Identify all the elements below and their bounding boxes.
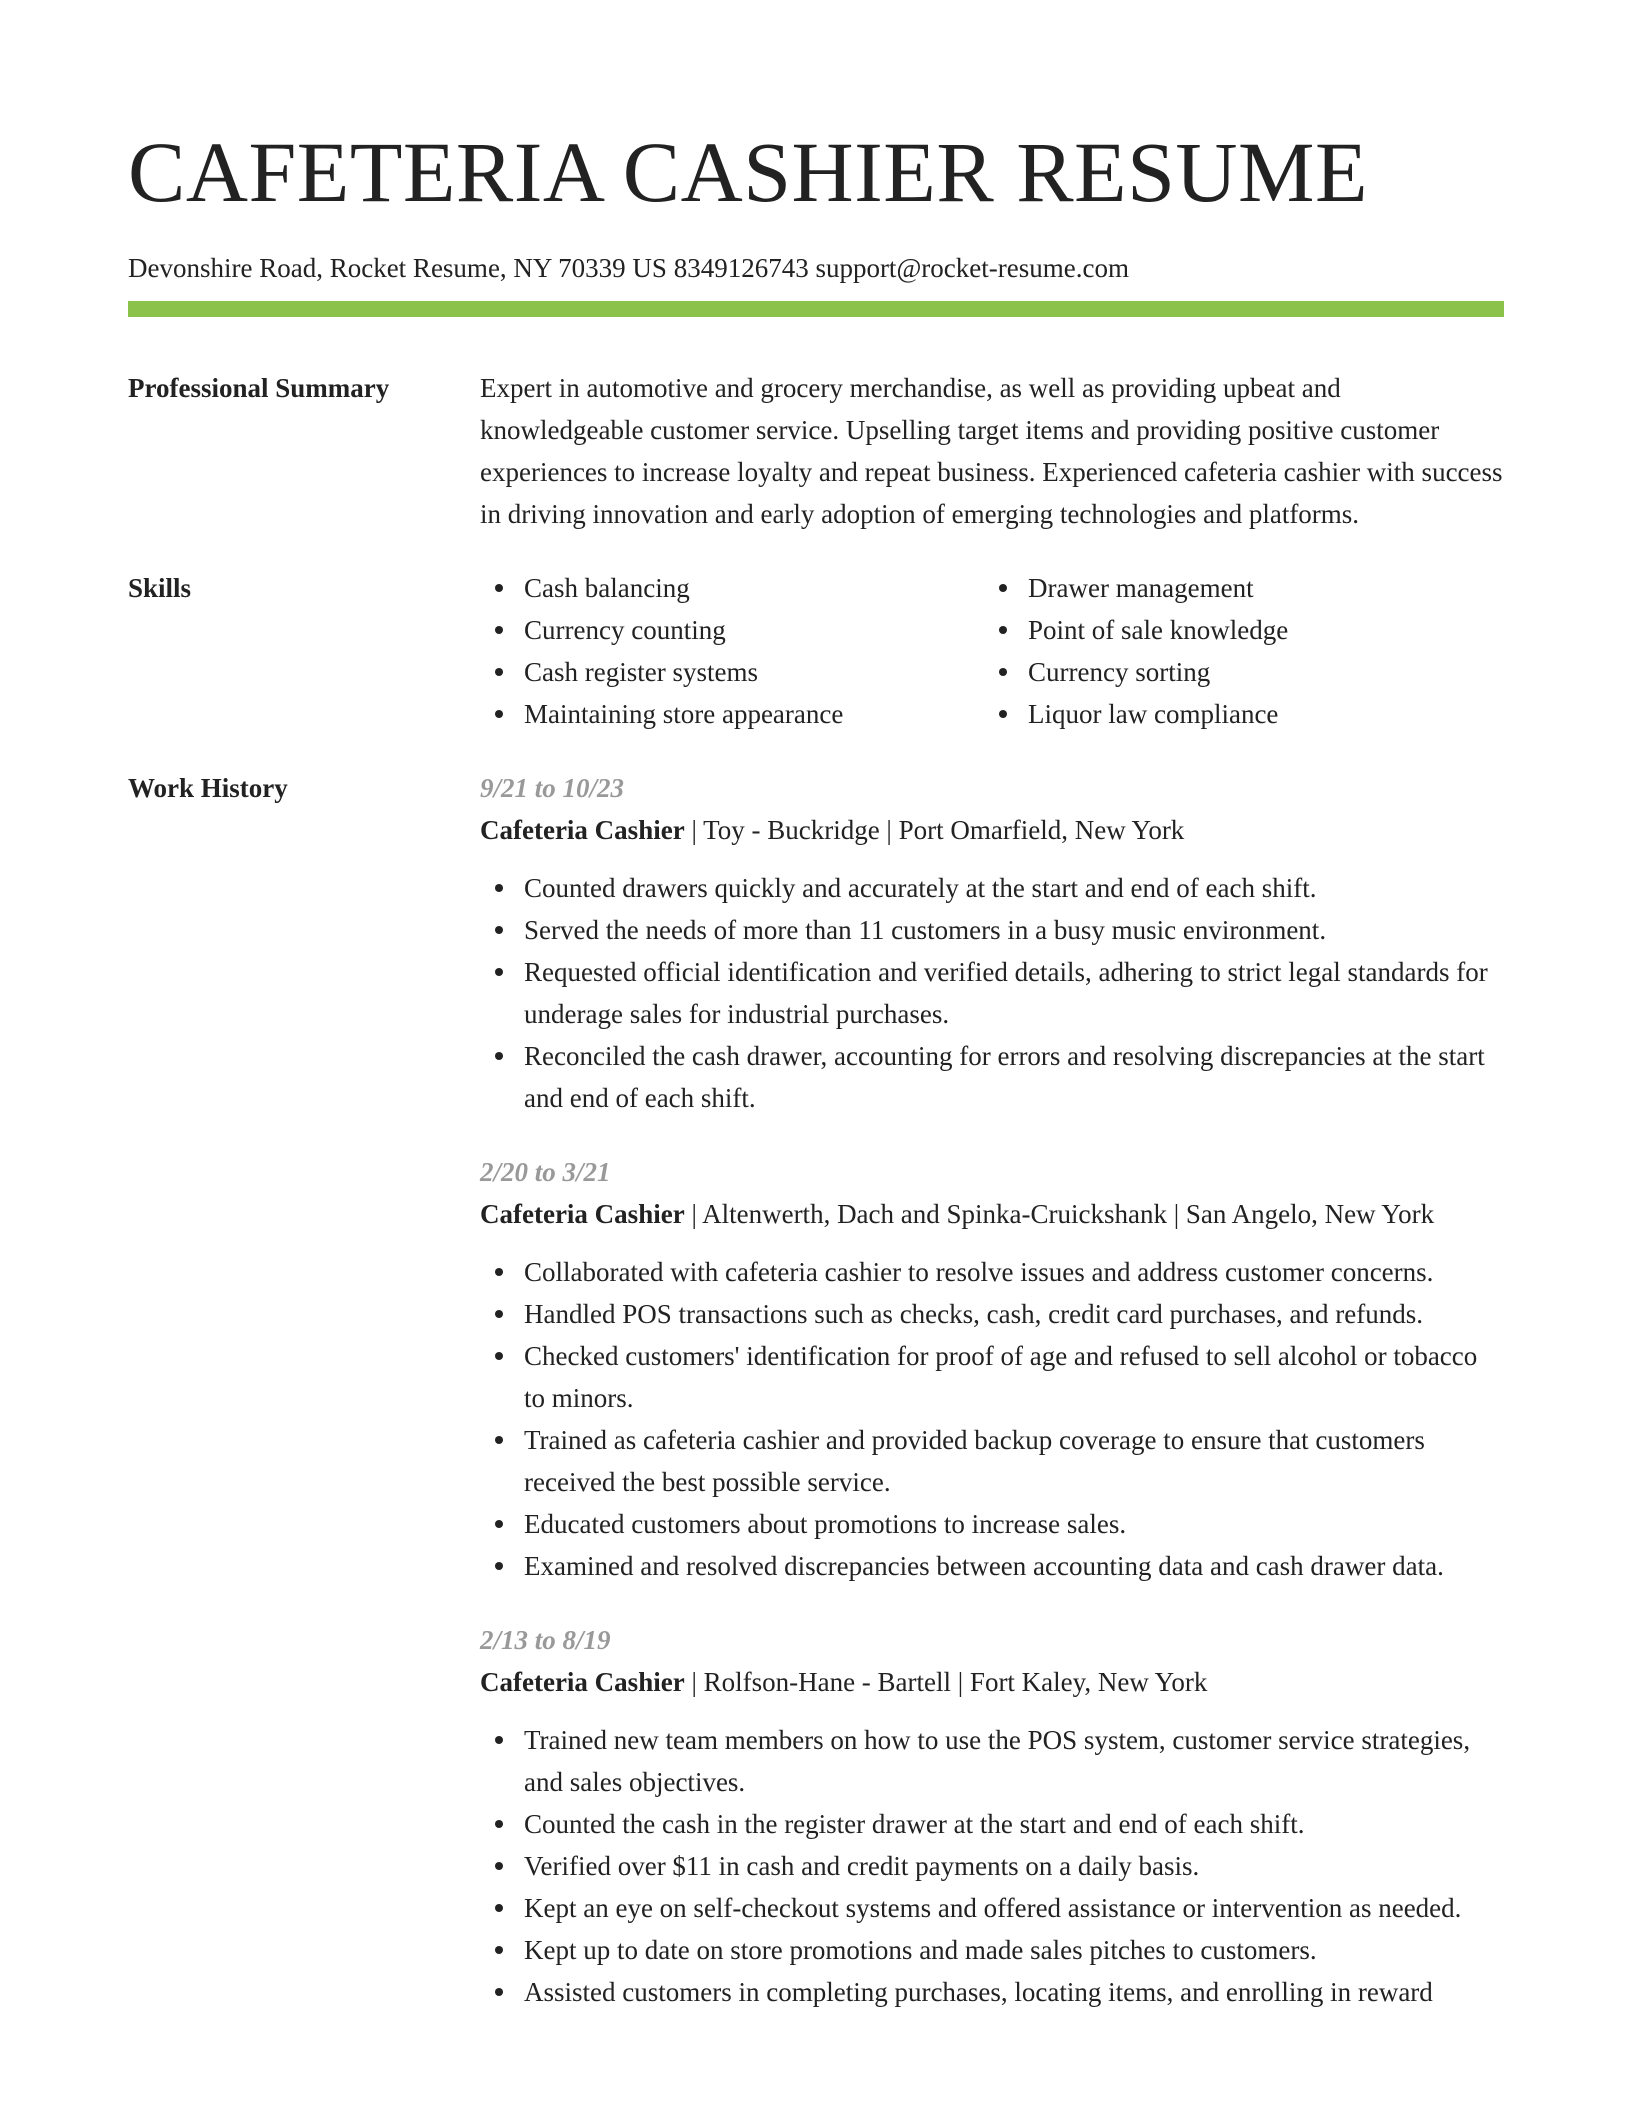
contact-phone: 8349126743 bbox=[673, 253, 809, 283]
job-bullet: Handled POS transactions such as checks, cash, credit card purchases, and refunds. bbox=[480, 1293, 1504, 1335]
job-employer-location: | Toy - Buckridge | Port Omarfield, New York bbox=[691, 815, 1185, 845]
section-label-summary: Professional Summary bbox=[128, 373, 390, 403]
section-work-history bbox=[128, 767, 1504, 2013]
job-dates: 9/21 to 10/23 bbox=[480, 773, 625, 803]
job-bullet: Assisted customers in completing purchases, locating items, and enrolling in reward bbox=[480, 1971, 1504, 2013]
job-entry bbox=[480, 1619, 1504, 2013]
job-heading bbox=[480, 1661, 1504, 1703]
contact-email: support@rocket-resume.com bbox=[815, 253, 1129, 283]
skill-item: Cash register systems bbox=[480, 651, 984, 693]
contact-address: Devonshire Road, Rocket Resume, NY 70339 US bbox=[128, 253, 667, 283]
job-entry bbox=[480, 1151, 1504, 1587]
skill-item: Maintaining store appearance bbox=[480, 693, 984, 735]
skill-item: Currency counting bbox=[480, 609, 984, 651]
skill-item: Currency sorting bbox=[984, 651, 1488, 693]
skill-item: Drawer management bbox=[984, 567, 1488, 609]
job-employer-location: | Rolfson-Hane - Bartell | Fort Kaley, New York bbox=[691, 1667, 1208, 1697]
job-bullets bbox=[480, 1719, 1504, 2013]
contact-line bbox=[128, 250, 1504, 286]
job-bullet: Counted the cash in the register drawer at the start and end of each shift. bbox=[480, 1803, 1504, 1845]
job-bullet: Reconciled the cash drawer, accounting for errors and resolving discrepancies at the start and end of each shift. bbox=[480, 1035, 1504, 1119]
skill-item: Cash balancing bbox=[480, 567, 984, 609]
job-bullet: Collaborated with cafeteria cashier to resolve issues and address customer concerns. bbox=[480, 1251, 1504, 1293]
job-bullet: Educated customers about promotions to increase sales. bbox=[480, 1503, 1504, 1545]
skill-item: Point of sale knowledge bbox=[984, 609, 1488, 651]
section-label-work-history: Work History bbox=[128, 773, 288, 803]
job-title: Cafeteria Cashier bbox=[480, 815, 685, 845]
job-dates: 2/20 to 3/21 bbox=[480, 1157, 611, 1187]
job-title: Cafeteria Cashier bbox=[480, 1199, 685, 1229]
job-bullet: Kept up to date on store promotions and made sales pitches to customers. bbox=[480, 1929, 1504, 1971]
resume-page bbox=[128, 124, 1504, 2013]
resume-title: CAFETERIA CASHIER RESUME bbox=[128, 124, 1369, 220]
job-bullet: Served the needs of more than 11 customers in a busy music environment. bbox=[480, 909, 1504, 951]
section-professional-summary bbox=[128, 367, 1504, 535]
job-employer-location: | Altenwerth, Dach and Spinka-Cruickshank | San Angelo, New York bbox=[691, 1199, 1435, 1229]
job-bullet: Kept an eye on self-checkout systems and offered assistance or intervention as needed. bbox=[480, 1887, 1504, 1929]
job-bullet: Verified over $11 in cash and credit payments on a daily basis. bbox=[480, 1845, 1504, 1887]
section-label-skills: Skills bbox=[128, 573, 192, 603]
job-dates: 2/13 to 8/19 bbox=[480, 1625, 611, 1655]
skills-list-left bbox=[480, 567, 984, 735]
job-bullet: Checked customers' identification for proof of age and refused to sell alcohol or tobacco to minors. bbox=[480, 1335, 1504, 1419]
job-bullets bbox=[480, 1251, 1504, 1587]
accent-divider bbox=[128, 301, 1504, 317]
job-heading bbox=[480, 1193, 1504, 1235]
job-title: Cafeteria Cashier bbox=[480, 1667, 685, 1697]
skills-columns bbox=[480, 567, 1504, 735]
job-bullet: Requested official identification and verified details, adhering to strict legal standards for underage sales for industrial purchases. bbox=[480, 951, 1504, 1035]
job-entry bbox=[480, 767, 1504, 1119]
job-bullet: Trained as cafeteria cashier and provided backup coverage to ensure that customers received the best possible service. bbox=[480, 1419, 1504, 1503]
job-heading bbox=[480, 809, 1504, 851]
skills-list-right bbox=[984, 567, 1488, 735]
job-bullet: Counted drawers quickly and accurately at the start and end of each shift. bbox=[480, 867, 1504, 909]
summary-text: Expert in automotive and grocery merchandise, as well as providing upbeat and knowledgeable customer service. Upselling target items and providing positive customer experiences to increase loyalty and repeat business. Experienced cafeteria cashier with success in driving innovation and early adoption of emerging technologies and platforms. bbox=[480, 373, 1503, 529]
job-bullets bbox=[480, 867, 1504, 1119]
skill-item: Liquor law compliance bbox=[984, 693, 1488, 735]
job-bullet: Trained new team members on how to use the POS system, customer service strategies, and sales objectives. bbox=[480, 1719, 1504, 1803]
section-skills bbox=[128, 567, 1504, 735]
job-bullet: Examined and resolved discrepancies between accounting data and cash drawer data. bbox=[480, 1545, 1504, 1587]
